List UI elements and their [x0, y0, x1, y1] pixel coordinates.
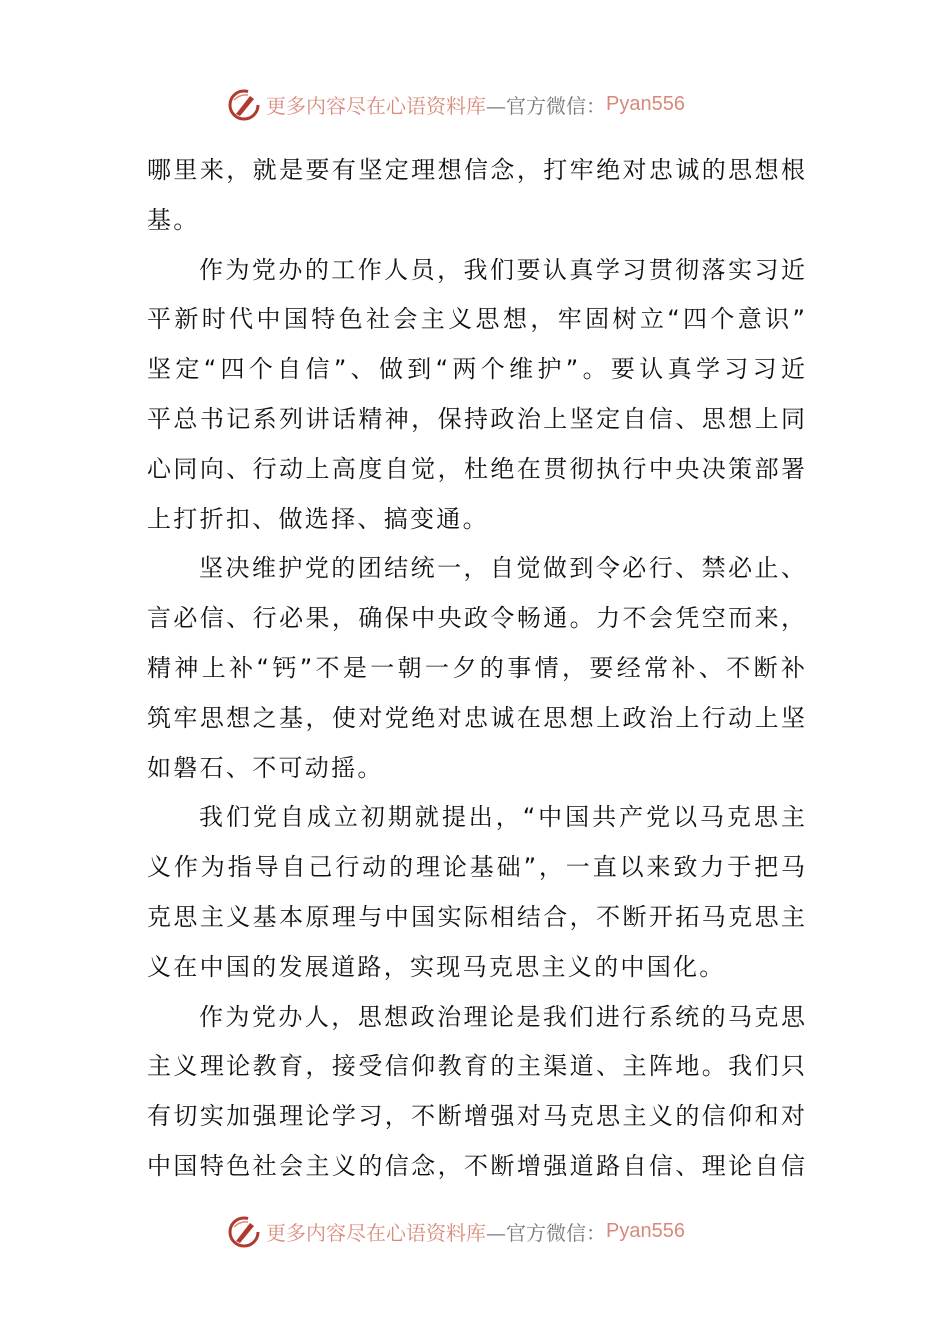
- text-line: 我们党自成立初期就提出，“中国共产党以马克思主: [199, 803, 805, 832]
- footer-watermark: [226, 1211, 685, 1251]
- text-line: 中国特色社会主义的信念，不断增强道路自信、理论自信: [147, 1151, 805, 1180]
- text-line: 义在中国的发展道路，实现马克思主义的中国化。: [147, 952, 726, 981]
- text-line: 义作为指导自己行动的理论基础”，一直以来致力于把马: [147, 853, 805, 882]
- watermark-title: 更多内容尽在心语资料库: [266, 93, 486, 118]
- document-body: [147, 151, 805, 1197]
- text-line: 基。: [147, 205, 200, 234]
- text-line: 坚定“四个自信”、做到“两个维护”。要认真学习习近: [147, 355, 805, 384]
- watermark-title: 更多内容尽在心语资料库: [266, 1220, 486, 1245]
- text-line: 上打折扣、做选择、搞变通。: [147, 504, 489, 533]
- pen-logo-icon: [226, 1213, 262, 1249]
- text-line: 平总书记系列讲话精神，保持政治上坚定自信、思想上同: [147, 404, 805, 433]
- text-line: 平新时代中国特色社会主义思想，牢固树立“四个意识”: [147, 305, 805, 334]
- text-line: 克思主义基本原理与中国实际相结合，不断开拓马克思主: [147, 902, 805, 931]
- text-line: 坚决维护党的团结统一，自觉做到令必行、禁必止、: [199, 554, 805, 583]
- watermark-wechat-label: —官方微信：: [486, 93, 606, 118]
- watermark-wechat-id: Pyan556: [606, 92, 685, 115]
- text-line: 作为党办人，思想政治理论是我们进行系统的马克思: [199, 1002, 805, 1031]
- text-line: 哪里来，就是要有坚定理想信念，打牢绝对忠诚的思想根: [147, 156, 805, 184]
- text-line: 如磐石、不可动摇。: [147, 753, 384, 782]
- watermark-wechat-id: Pyan556: [606, 1219, 685, 1242]
- watermark-wechat-label: —官方微信：: [486, 1220, 606, 1245]
- text-line: 主义理论教育，接受信仰教育的主渠道、主阵地。我们只: [147, 1052, 805, 1081]
- text-line: 精神上补“钙”不是一朝一夕的事情，要经常补、不断补: [147, 653, 805, 682]
- text-line: 有切实加强理论学习，不断增强对马克思主义的信仰和对: [147, 1102, 805, 1131]
- text-line: 筑牢思想之基，使对党绝对忠诚在思想上政治上行动上坚: [147, 703, 805, 732]
- text-line: 作为党办的工作人员，我们要认真学习贯彻落实习近: [199, 255, 805, 284]
- text-line: 心同向、行动上高度自觉，杜绝在贯彻执行中央决策部署: [147, 454, 805, 483]
- text-line: 言必信、行必果，确保中央政令畅通。力不会凭空而来，: [147, 604, 805, 633]
- pen-logo-icon: [226, 86, 262, 122]
- header-watermark: [226, 84, 685, 124]
